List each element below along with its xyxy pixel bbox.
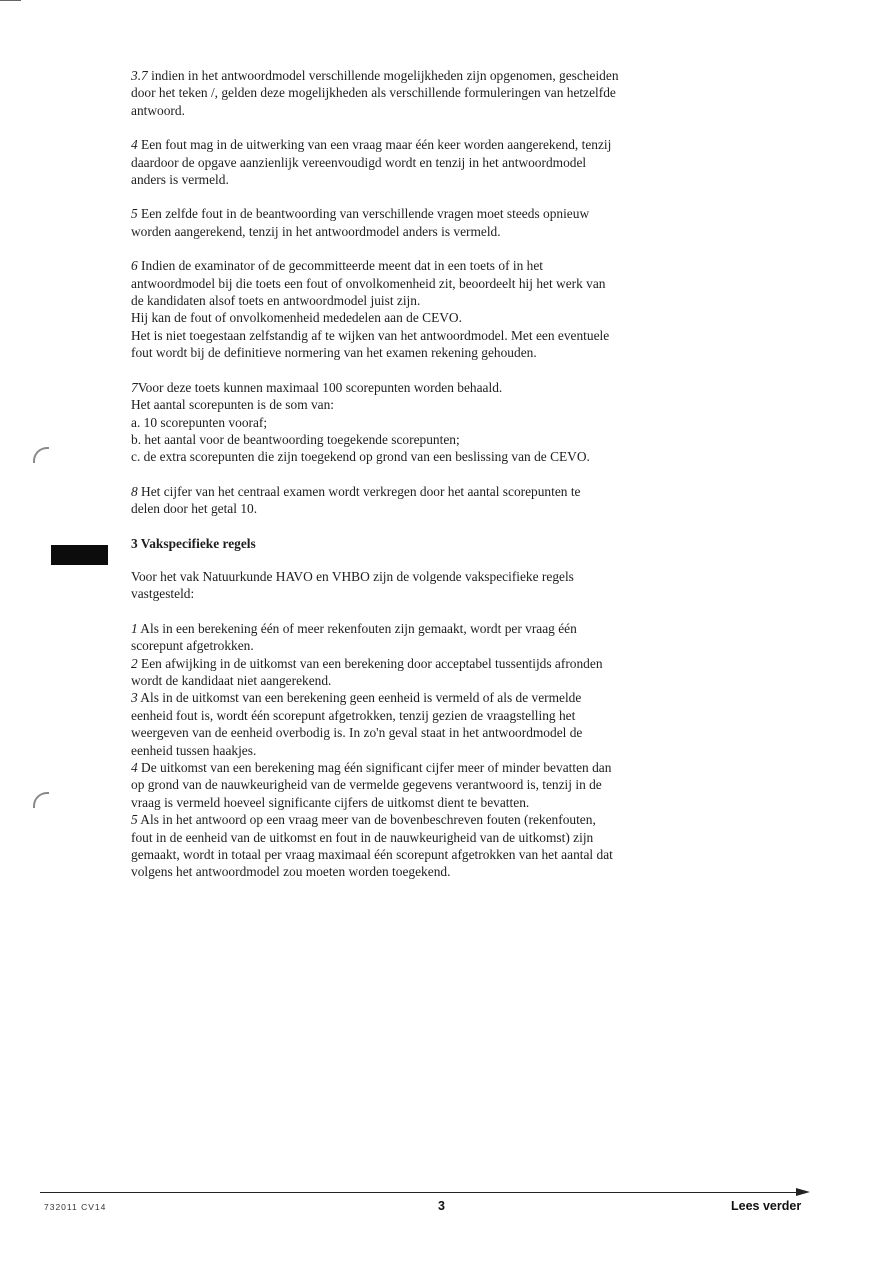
footer-divider xyxy=(40,1192,800,1193)
rule-7: 7Voor deze toets kunnen maximaal 100 scorepunten worden behaald. Het aantal scorepunten is de som van: a. 10 scorepunten vooraf; b. het aantal voor de beantwoording toegekende scorepunten; c. de extra scorepunten die zijn toegekend op grond van een beslissing van de CEVO. xyxy=(131,379,590,465)
rule-number: 4 xyxy=(131,760,138,775)
specific-rule-4: 4 De uitkomst van een berekening mag één significant cijfer meer of minder bevatten dan op grond van de nauwkeurigheid van de vermelde gegevens verantwoord is, tenzij in de vraag is vermeld hoeveel significante cijfers de uitkomst dient te bevatten. xyxy=(131,760,612,810)
rule-number: 5 xyxy=(131,206,138,222)
punch-hole-mark xyxy=(33,447,49,463)
rule-number: 5 xyxy=(131,812,138,828)
arrow-right-icon xyxy=(796,1188,810,1196)
rule-number: 6 xyxy=(131,258,138,274)
rule-number: 4 xyxy=(131,137,138,153)
section-intro: Voor het vak Natuurkunde HAVO en VHBO zijn de volgende vakspecifieke regels vastgesteld: xyxy=(131,568,574,602)
punch-hole-mark xyxy=(33,792,49,808)
specific-rule-2: 2 Een afwijking in de uitkomst van een berekening door acceptabel tussentijds afronden wordt de kandidaat niet aangerekend. xyxy=(131,655,603,688)
specific-rule-1: 1 Als in een berekening één of meer rekenfouten zijn gemaakt, wordt per vraag één scorepunt afgetrokken. xyxy=(131,620,577,654)
rule-8: 8 Het cijfer van het centraal examen wordt verkregen door het aantal scorepunten te delen door het getal 10. xyxy=(131,483,581,517)
rule-number: 3.7 xyxy=(131,68,148,83)
page-number: 3 xyxy=(438,1199,445,1213)
rule-number: 3 xyxy=(131,690,138,706)
specific-rule-5: 5 Als in het antwoord op een vraag meer van de bovenbeschreven fouten (rekenfouten, fout in de eenheid van de uitkomst en fout in de nauwkeurigheid van de uitkomst) zijn gemaakt, wordt in totaal per vraag maximaal één scorepunt afgetrokken van het aantal dat volgens het antwoordmodel zou moeten worden toegekend. xyxy=(131,812,613,880)
rule-number: 1 xyxy=(131,620,138,636)
section-marker-tab xyxy=(51,545,108,565)
section-heading: 3 Vakspecifieke regels xyxy=(131,535,256,551)
specific-rule-3: 3 Als in de uitkomst van een berekening geen eenheid is vermeld of als de vermelde eenheid fout is, wordt één scorepunt afgetrokken, tenzij gezien de vraagstelling het weergeven van de eenheid overbodig is. In zo'n geval staat in het antwoordmodel de eenheid tussen haakjes. xyxy=(131,690,583,758)
continue-label: Lees verder xyxy=(731,1199,802,1213)
rule-number: 2 xyxy=(131,655,138,671)
rule-6: 6 Indien de examinator of de gecommitteerde meent dat in een toets of in het antwoordmodel bij die toets een fout of onvolkomenheid zit, beoordeelt hij het werk van de kandidaten alsof toets en antwoordmodel juist zijn. Hij kan de fout of onvolkomenheid mededelen aan de CEVO. Het is niet toegestaan zelfstandig af te wijken van het antwoordmodel. Met een eventuele fout wordt bij de definitieve normering van het examen rekening gehouden. xyxy=(131,258,610,361)
rule-number: 8 xyxy=(131,483,138,499)
general-rules xyxy=(131,67,746,518)
rule-4: 4 Een fout mag in de uitwerking van een vraag maar één keer worden aangerekend, tenzij daardoor de opgave aanzienlijk vereenvoudigd wordt en tenzij in het antwoordmodel anders is vermeld. xyxy=(131,137,612,188)
exam-code: 732011 CV14 xyxy=(44,1202,107,1212)
section-vakspecifieke-regels xyxy=(131,535,746,881)
rule-number: 7 xyxy=(131,379,138,395)
rule-3-7: 3.7 indien in het antwoordmodel verschillende mogelijkheden zijn opgenomen, gescheiden door het teken /, gelden deze mogelijkheden als verschillende formuleringen van hetzelfde antwoord. xyxy=(131,68,619,118)
scan-corner-mark xyxy=(0,0,21,1)
rule-5: 5 Een zelfde fout in de beantwoording van verschillende vragen moet steeds opnieuw worden aangerekend, tenzij in het antwoordmodel anders is vermeld. xyxy=(131,206,590,239)
document-body xyxy=(131,67,746,881)
